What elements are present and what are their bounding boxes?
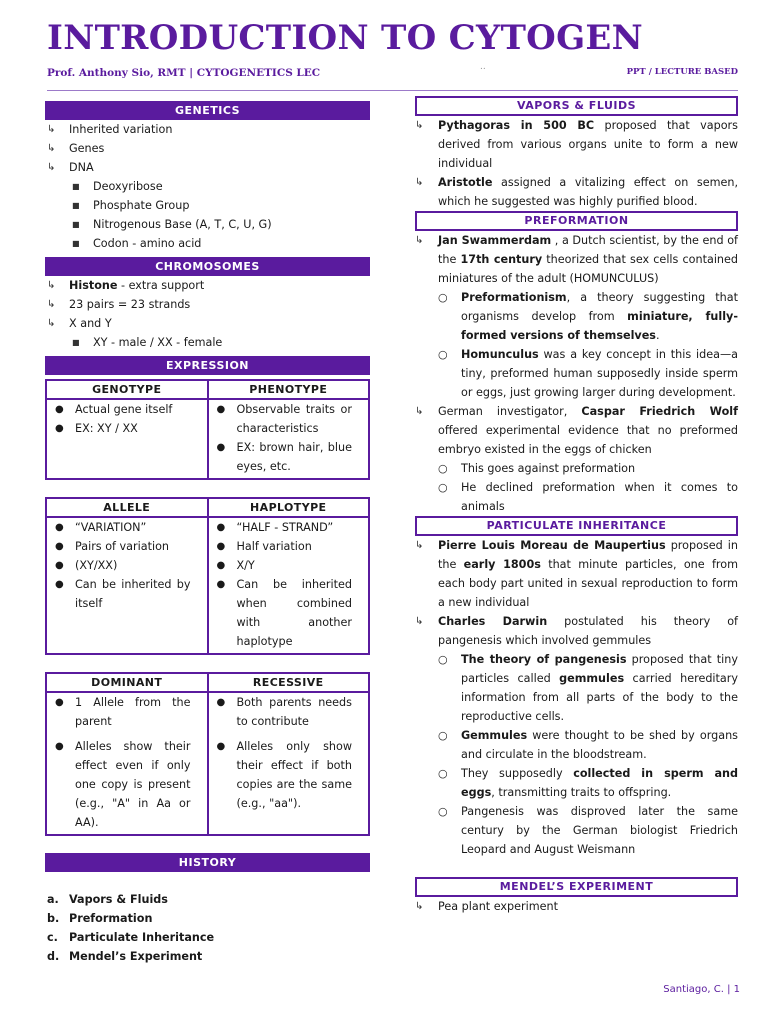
page-footer: Santiago, C. | 1	[663, 984, 740, 995]
arrow-icon: ↳	[415, 177, 424, 188]
sub-paragraph: ○ Homunculus was a key concept in this idea—a tiny, preformed human supposedly inside sperm or eggs, just growing larger during development.	[415, 345, 738, 402]
list-item: ■ Codon - amino acid	[45, 234, 370, 253]
sub-paragraph: ○ Gemmules were thought to be shed by organs and circulate in the bloodstream.	[415, 726, 738, 764]
dominant-cell	[46, 692, 208, 835]
list-item: ■ XY - male / XX - female	[45, 333, 370, 352]
genetics-heading: GENETICS	[45, 101, 370, 120]
list-item: c. Particulate Inheritance	[47, 931, 215, 944]
chromosomes-heading: CHROMOSOMES	[45, 257, 370, 276]
list-item: d. Mendel’s Experiment	[47, 950, 203, 963]
paragraph: ↳ German investigator, Caspar Friedrich Wolf offered experimental evidence that no preformed embryo existed in the eggs of chicken	[415, 402, 738, 459]
arrow-icon: ↳	[47, 162, 56, 173]
bullet-item: ● (XY/XX)	[51, 556, 191, 575]
circle-bullet-icon: ○	[438, 462, 448, 475]
arrow-icon: ↳	[47, 124, 56, 135]
bullet-icon: ●	[216, 560, 226, 571]
header-mark: ..	[480, 62, 486, 72]
list-item: ↳ 23 pairs = 23 strands	[45, 295, 370, 314]
bullet-icon: ●	[216, 741, 226, 752]
arrow-icon: ↳	[415, 235, 424, 246]
circle-bullet-icon: ○	[438, 805, 448, 818]
haplotype-cell	[208, 517, 370, 654]
circle-bullet-icon: ○	[438, 653, 448, 666]
particulate-heading: PARTICULATE INHERITANCE	[415, 516, 738, 536]
arrow-icon: ↳	[47, 299, 56, 310]
bullet-item: ● Pairs of variation	[51, 537, 191, 556]
square-bullet-icon: ■	[72, 338, 80, 347]
allele-header: ALLELE	[46, 498, 208, 517]
list-item: b. Preformation	[47, 912, 153, 925]
circle-bullet-icon: ○	[438, 348, 448, 361]
bullet-icon: ●	[55, 697, 64, 708]
bullet-icon: ●	[55, 541, 64, 552]
allele-cell	[46, 517, 208, 654]
list-item: ↳ Histone - extra support	[45, 276, 370, 295]
bullet-icon: ●	[216, 541, 226, 552]
bullet-icon: ●	[55, 404, 64, 415]
dominant-recessive-table	[45, 672, 370, 836]
bullet-item: ● EX: XY / XX	[51, 419, 191, 438]
arrow-icon: ↳	[415, 406, 424, 417]
paragraph: ↳ Pea plant experiment	[415, 897, 738, 916]
bullet-icon: ●	[55, 741, 64, 752]
paragraph: ↳ Charles Darwin postulated his theory of pangenesis which involved gemmules	[415, 612, 738, 650]
header-rule	[47, 90, 738, 91]
bullet-icon: ●	[216, 522, 226, 533]
mendel-heading: MENDEL’S EXPERIMENT	[415, 877, 738, 897]
lecture-type: PPT / LECTURE BASED	[626, 67, 738, 77]
bullet-item: ● Alleles show their effect even if only one copy is present (e.g., "A" in Aa or AA).	[51, 737, 191, 832]
sub-paragraph: ○ He declined preformation when it comes to animals	[415, 478, 738, 516]
list-item: ■ Deoxyribose	[45, 177, 370, 196]
sub-paragraph: ○ They supposedly collected in sperm and eggs, transmitting traits to offspring.	[415, 764, 738, 802]
bullet-item: ● EX: brown hair, blue eyes, etc.	[213, 438, 353, 476]
square-bullet-icon: ■	[72, 182, 80, 191]
list-item: ↳ Genes	[45, 139, 370, 158]
bullet-icon: ●	[216, 579, 226, 590]
author-line: Prof. Anthony Sio, RMT | CYTOGENETICS LEC	[47, 67, 321, 79]
dominant-header: DOMINANT	[46, 673, 208, 692]
chromosomes-list	[45, 276, 370, 352]
bullet-item: ● Can be inherited when combined with another haplotype	[213, 575, 353, 651]
phenotype-cell	[208, 399, 370, 479]
circle-bullet-icon: ○	[438, 481, 448, 494]
recessive-cell	[208, 692, 370, 835]
vapors-heading: VAPORS & FLUIDS	[415, 96, 738, 116]
genotype-cell	[46, 399, 208, 479]
history-list	[45, 890, 370, 966]
phenotype-header: PHENOTYPE	[208, 380, 370, 399]
list-item: a. Vapors & Fluids	[47, 893, 168, 906]
bullet-icon: ●	[216, 442, 226, 453]
bullet-item: ● 1 Allele from the parent	[51, 693, 191, 731]
bullet-icon: ●	[55, 560, 64, 571]
arrow-icon: ↳	[415, 540, 424, 551]
bullet-item: ● X/Y	[213, 556, 353, 575]
bullet-item: ● Half variation	[213, 537, 353, 556]
list-item: ↳ DNA	[45, 158, 370, 177]
square-bullet-icon: ■	[72, 201, 80, 210]
genetics-list	[45, 120, 370, 253]
sub-paragraph: ○ The theory of pangenesis proposed that tiny particles called gemmules carried hereditary information from all parts of the body to the reproductive cells.	[415, 650, 738, 726]
particulate-section	[415, 536, 738, 859]
bullet-icon: ●	[216, 404, 226, 415]
bullet-icon: ●	[55, 423, 64, 434]
expression-heading: EXPRESSION	[45, 356, 370, 375]
arrow-icon: ↳	[415, 120, 424, 131]
sub-paragraph: ○ Pangenesis was disproved later the same century by the German biologist Friedrich Leopard and August Weismann	[415, 802, 738, 859]
arrow-icon: ↳	[47, 143, 56, 154]
page-title: INTRODUCTION TO CYTOGEN	[47, 18, 644, 58]
bullet-item: ● Both parents needs to contribute	[213, 693, 353, 731]
genotype-header: GENOTYPE	[46, 380, 208, 399]
list-item: ■ Nitrogenous Base (A, T, C, U, G)	[45, 215, 370, 234]
arrow-icon: ↳	[47, 280, 56, 291]
recessive-header: RECESSIVE	[208, 673, 370, 692]
list-item: ■ Phosphate Group	[45, 196, 370, 215]
vapors-section	[415, 116, 738, 211]
bullet-icon: ●	[55, 522, 64, 533]
list-item: ↳ X and Y	[45, 314, 370, 333]
circle-bullet-icon: ○	[438, 291, 448, 304]
preformation-section	[415, 231, 738, 516]
circle-bullet-icon: ○	[438, 767, 448, 780]
right-column	[415, 96, 738, 916]
paragraph: ↳ Aristotle assigned a vitalizing effect on semen, which he suggested was highly purified blood.	[415, 173, 738, 211]
left-column	[45, 101, 370, 966]
mendel-section	[415, 897, 738, 916]
paragraph: ↳ Pierre Louis Moreau de Maupertius proposed in the early 1800s that minute particles, one from each body part united in sexual reproduction to form a new individual	[415, 536, 738, 612]
sub-paragraph: ○ Preformationism, a theory suggesting that organisms develop from miniature, fully-formed versions of themselves.	[415, 288, 738, 345]
sub-paragraph: ○ This goes against preformation	[415, 459, 738, 478]
bullet-item: ● Observable traits or characteristics	[213, 400, 353, 438]
paragraph: ↳ Jan Swammerdam , a Dutch scientist, by the end of the 17th century theorized that sex cells contained miniatures of the adult (HOMUNCULUS)	[415, 231, 738, 288]
bullet-item: ● “HALF - STRAND”	[213, 518, 353, 537]
allele-haplotype-table	[45, 497, 370, 655]
arrow-icon: ↳	[415, 616, 424, 627]
bullet-item: ● Can be inherited by itself	[51, 575, 191, 613]
haplotype-header: HAPLOTYPE	[208, 498, 370, 517]
bullet-icon: ●	[216, 697, 226, 708]
square-bullet-icon: ■	[72, 220, 80, 229]
history-heading: HISTORY	[45, 853, 370, 872]
arrow-icon: ↳	[415, 901, 424, 912]
bullet-item: ● Alleles only show their effect if both copies are the same (e.g., "aa").	[213, 737, 353, 813]
bullet-item: ● Actual gene itself	[51, 400, 191, 419]
genotype-phenotype-table	[45, 379, 370, 480]
preformation-heading: PREFORMATION	[415, 211, 738, 231]
circle-bullet-icon: ○	[438, 729, 448, 742]
bullet-icon: ●	[55, 579, 64, 590]
arrow-icon: ↳	[47, 318, 56, 329]
list-item: ↳ Inherited variation	[45, 120, 370, 139]
bullet-item: ● “VARIATION”	[51, 518, 191, 537]
square-bullet-icon: ■	[72, 239, 80, 248]
paragraph: ↳ Pythagoras in 500 BC proposed that vapors derived from various organs unite to form a new individual	[415, 116, 738, 173]
